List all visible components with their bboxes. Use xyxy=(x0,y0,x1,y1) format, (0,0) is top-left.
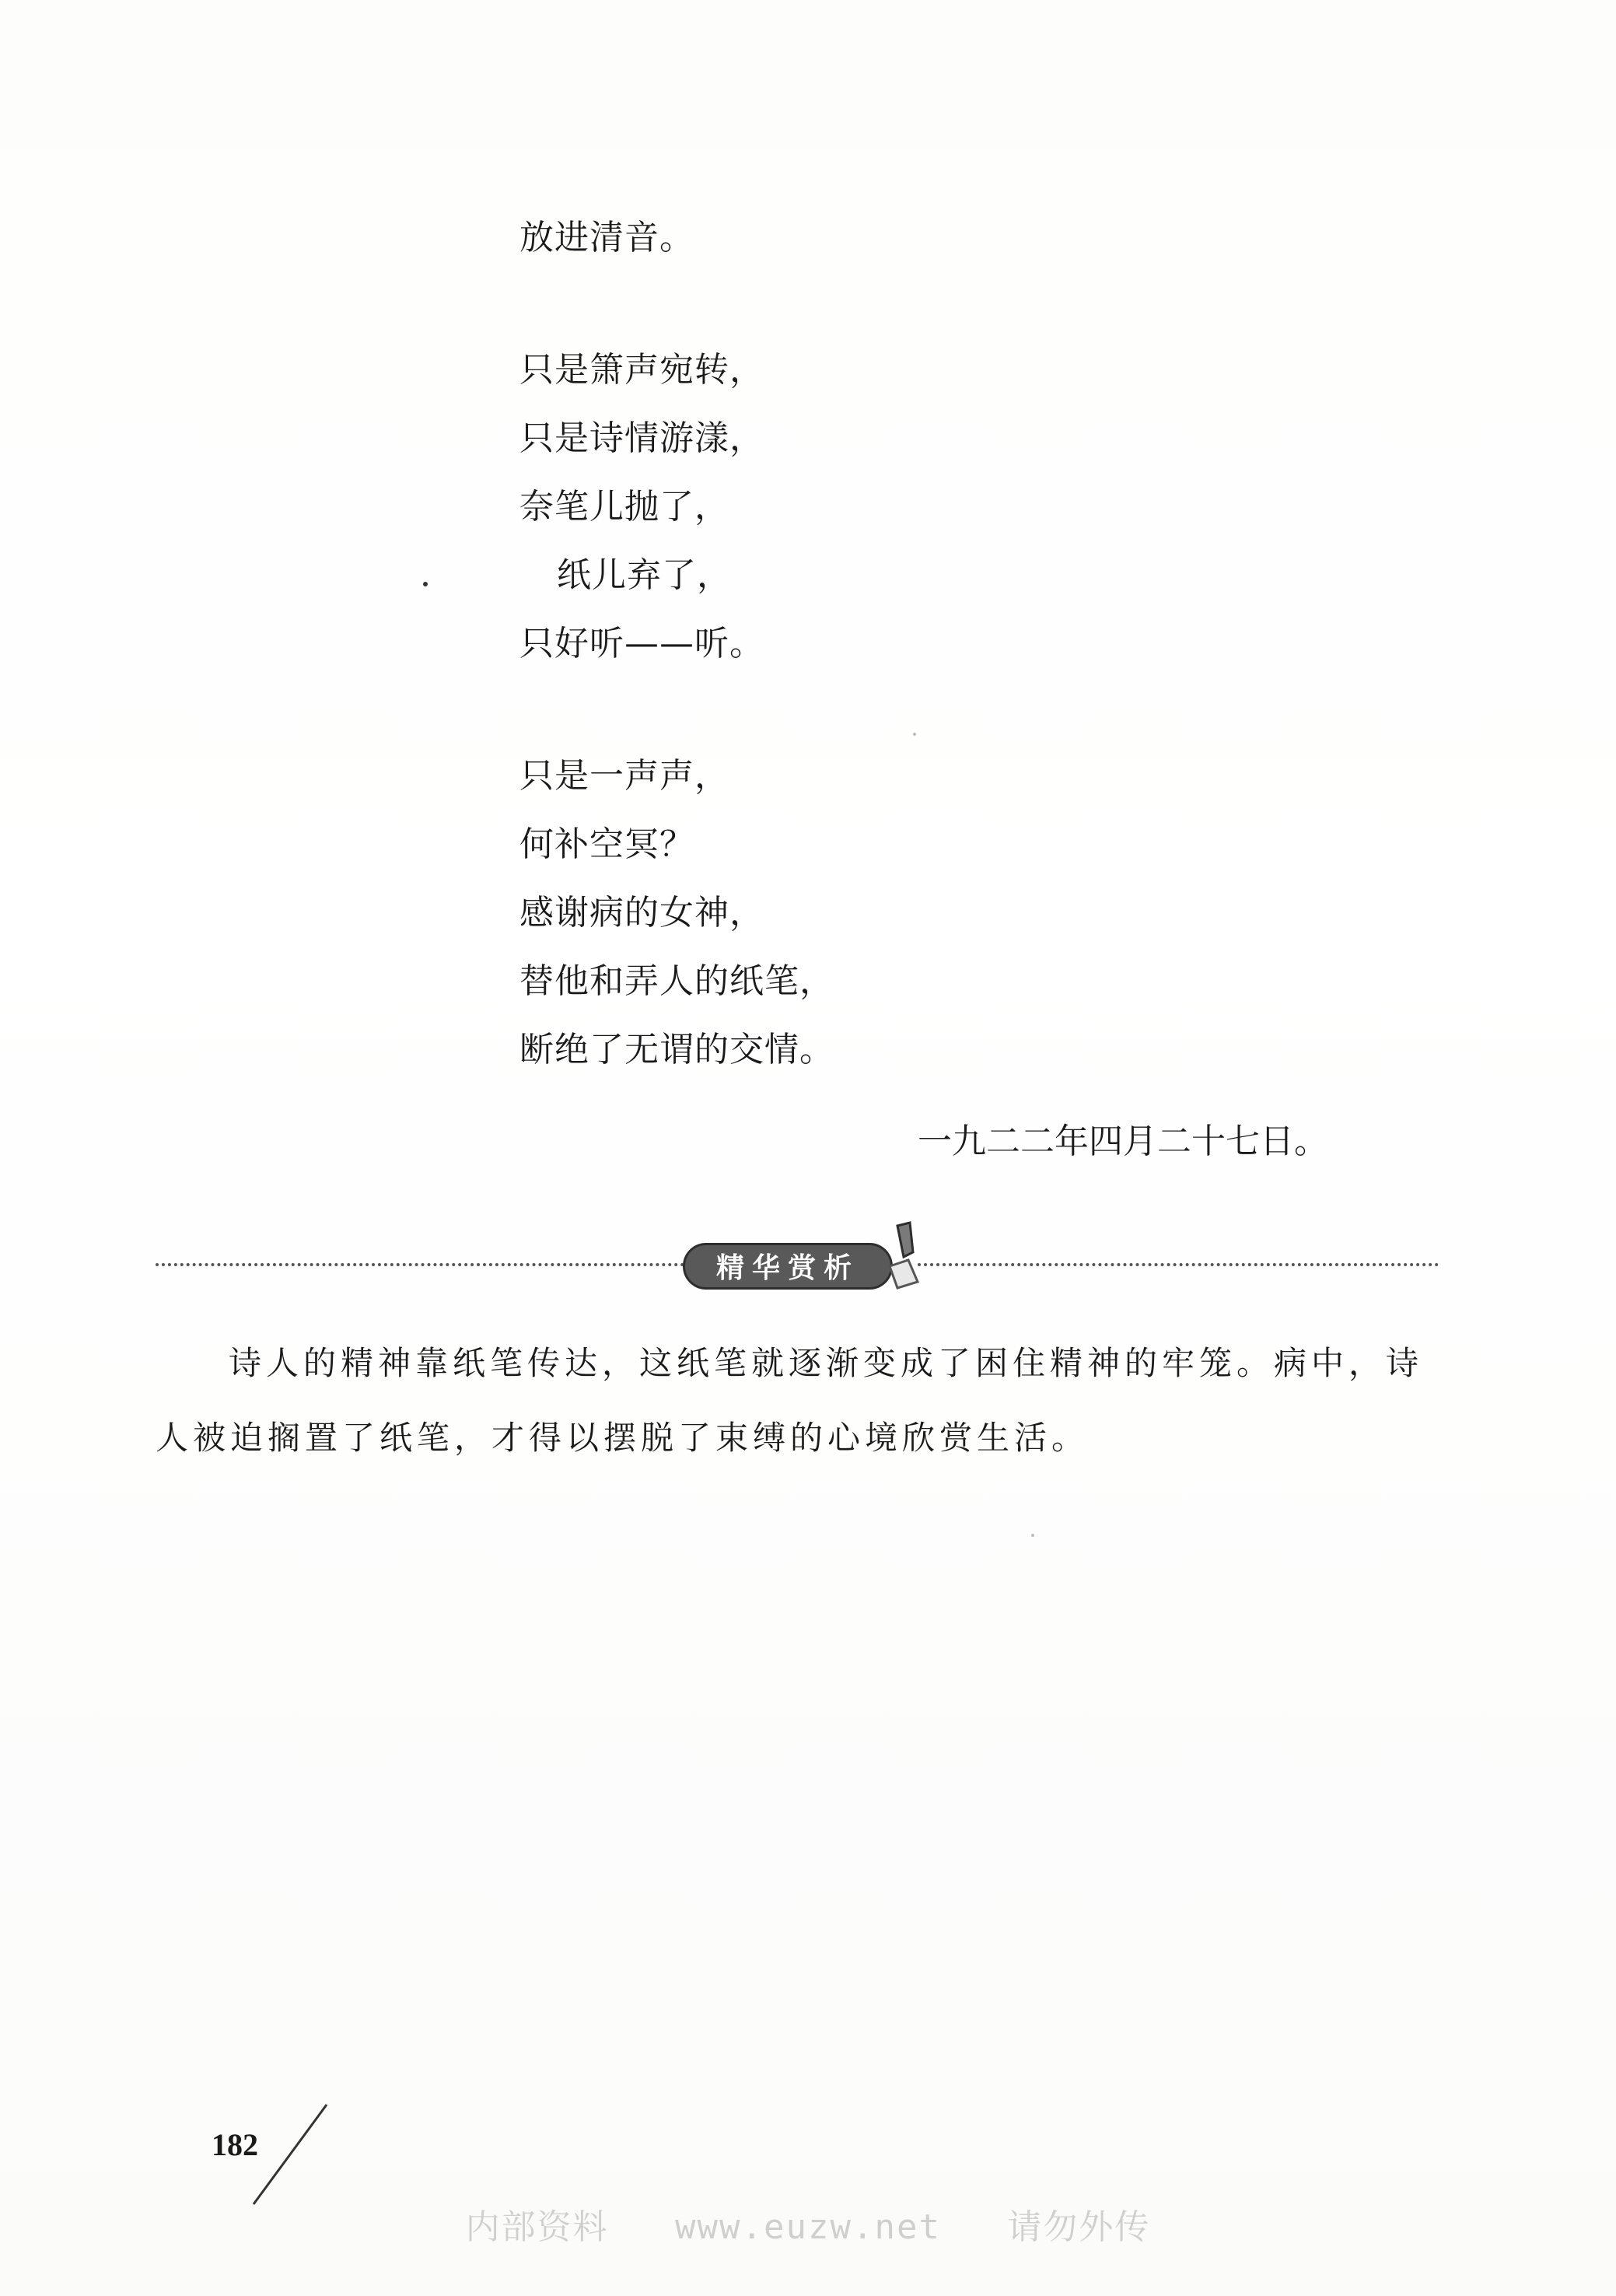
pencil-icon xyxy=(887,1221,922,1291)
poem-line-indented: 纸儿弃了， xyxy=(557,555,732,595)
watermark: 内部资料 www.euzw.net 请勿外传 xyxy=(465,2207,1151,2247)
poem-stanza-3 xyxy=(519,742,1453,1084)
poem-line: 何补空冥？ xyxy=(519,824,694,864)
poem xyxy=(519,204,1453,1148)
poem-line: 断绝了无谓的交情。 xyxy=(519,1030,834,1069)
commentary-paragraph: 诗人的精神靠纸笔传达，这纸笔就逐渐变成了困住精神的牢笼。病中，诗人被迫搁置了纸笔，才得以摆脱了束缚的心境欣赏生活。 xyxy=(156,1344,1424,1457)
poem-line: 只是箫声宛转， xyxy=(519,350,764,390)
section-divider-left xyxy=(156,1263,684,1266)
margin-dot xyxy=(423,582,428,586)
poem-stanza-1 xyxy=(519,204,1453,272)
section-badge: 精华赏析 xyxy=(683,1243,893,1290)
poem-line: 只是一声声， xyxy=(519,756,729,796)
poem-line: 只是诗情游漾， xyxy=(519,418,764,458)
poem-line: 奈笔儿抛了， xyxy=(519,487,729,527)
poem-line: 放进清音。 xyxy=(519,218,694,257)
poem-date: 一九二二年四月二十七日。 xyxy=(918,1122,1328,1161)
paper-speck xyxy=(1031,1534,1034,1537)
poem-line: 只好听——听。 xyxy=(519,624,764,663)
page-number: 182 xyxy=(212,2127,258,2162)
poem-line: 替他和弄人的纸笔， xyxy=(519,961,834,1001)
page-number-slash xyxy=(249,2100,342,2209)
poem-line: 感谢病的女神， xyxy=(519,893,764,933)
paper-speck xyxy=(913,733,916,736)
section-divider-right xyxy=(918,1263,1439,1266)
poem-stanza-2 xyxy=(519,336,1453,678)
